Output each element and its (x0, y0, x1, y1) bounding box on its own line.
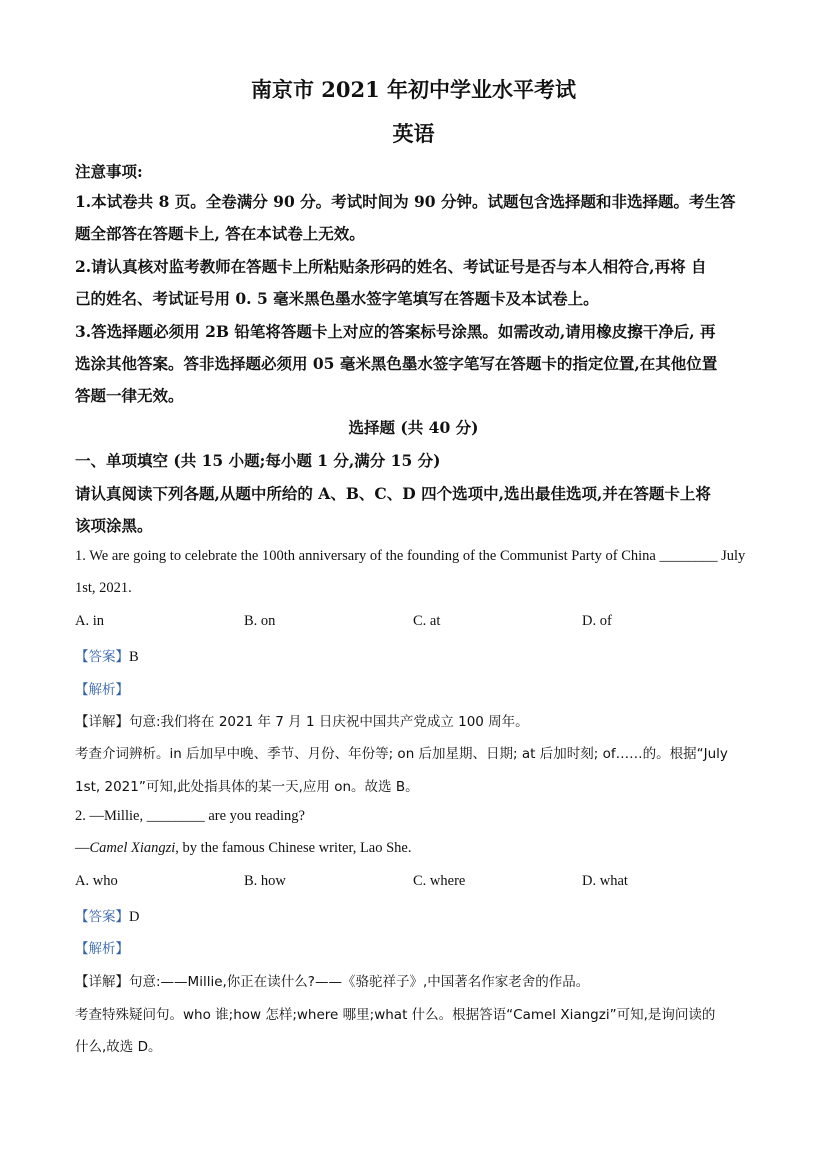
detail-tag: 【详解】 (75, 974, 129, 990)
exam-subject: 英语 (392, 121, 435, 146)
question-stem: 2. —Millie, ________ are you reading? (75, 808, 305, 824)
option-d: D. what (582, 873, 628, 889)
section-instruction: 请认真阅读下列各题,从题中所给的 A、B、C、D 四个选项中,选出最佳选项,并在答题卡上将 (75, 484, 711, 503)
section-instruction: 该项涂黑。 (75, 516, 153, 535)
notice-line: 题全部答在答题卡上, 答在本试卷上无效。 (75, 224, 365, 243)
explanation-line: 考查介词辨析。in 后加早中晚、季节、月份、年份等; on 后加星期、日期; at 后加时刻; of……的。根据“July (75, 746, 728, 762)
notice-heading: 注意事项: (75, 162, 143, 181)
option-c: C. where (413, 873, 466, 889)
notice-line: 己的姓名、考试证号用 0. 5 毫米黑色墨水签字笔填写在答题卡及本试卷上。 (75, 289, 599, 308)
question-stem: 1. We are going to celebrate the 100th anniversary of the founding of the Communist Party of China ________ July (75, 548, 746, 564)
reply-prefix: — (75, 840, 90, 856)
analysis-tag: 【解析】 (75, 941, 129, 957)
answer-tag: 【答案】 (75, 649, 129, 665)
explanation-line: 1st, 2021”可知,此处指具体的某一天,应用 on。故选 B。 (75, 779, 419, 795)
reply-rest: , by the famous Chinese writer, Lao She. (175, 840, 412, 856)
notice-line: 1.本试卷共 8 页。全卷满分 90 分。考试时间为 90 分钟。试题包含选择题和非选择题。考生答 (75, 192, 736, 211)
detail-line (75, 970, 755, 990)
explanation-line: 什么,故选 D。 (75, 1039, 162, 1055)
detail-line (75, 710, 755, 730)
question-stem: 1st, 2021. (75, 580, 132, 596)
option-c: C. at (413, 613, 441, 629)
option-d: D. of (582, 613, 612, 629)
answer-value: B (129, 649, 139, 665)
notice-line: 2.请认真核对监考教师在答题卡上所粘贴条形码的姓名、考试证号是否与本人相符合,再将 自 (75, 257, 707, 276)
analysis-tag: 【解析】 (75, 682, 129, 698)
explanation-line: 考查特殊疑问句。who 谁;how 怎样;where 哪里;what 什么。根据答语“Camel Xiangzi”可知,是询问读的 (75, 1007, 716, 1023)
answer-line (75, 645, 755, 666)
notice-line: 答题一律无效。 (75, 386, 184, 405)
notice-line: 3.答选择题必须用 2B 铅笔将答题卡上对应的答案标号涂黑。如需改动,请用橡皮擦干净后, 再 (75, 322, 716, 341)
part-title: 选择题 (共 40 分) (348, 418, 479, 437)
option-a: A. in (75, 613, 104, 629)
option-b: B. how (244, 873, 286, 889)
answer-tag: 【答案】 (75, 909, 129, 925)
notice-line: 选涂其他答案。答非选择题必须用 05 毫米黑色墨水签字笔写在答题卡的指定位置,在其他位置 (75, 354, 718, 373)
exam-title: 南京市 2021 年初中学业水平考试 (250, 77, 577, 102)
option-b: B. on (244, 613, 276, 629)
detail-text: 句意:我们将在 2021 年 7 月 1 日庆祝中国共产党成立 100 周年。 (129, 714, 529, 730)
detail-tag: 【详解】 (75, 714, 129, 730)
detail-text: 句意:——Millie,你正在读什么?——《骆驼祥子》,中国著名作家老舍的作品。 (129, 974, 590, 990)
reply-title: Camel Xiangzi (89, 840, 176, 856)
option-a: A. who (75, 873, 118, 889)
question-reply (75, 840, 755, 857)
answer-line (75, 905, 755, 926)
answer-value: D (129, 909, 140, 925)
section-heading: 一、单项填空 (共 15 小题;每小题 1 分,满分 15 分) (75, 451, 441, 470)
